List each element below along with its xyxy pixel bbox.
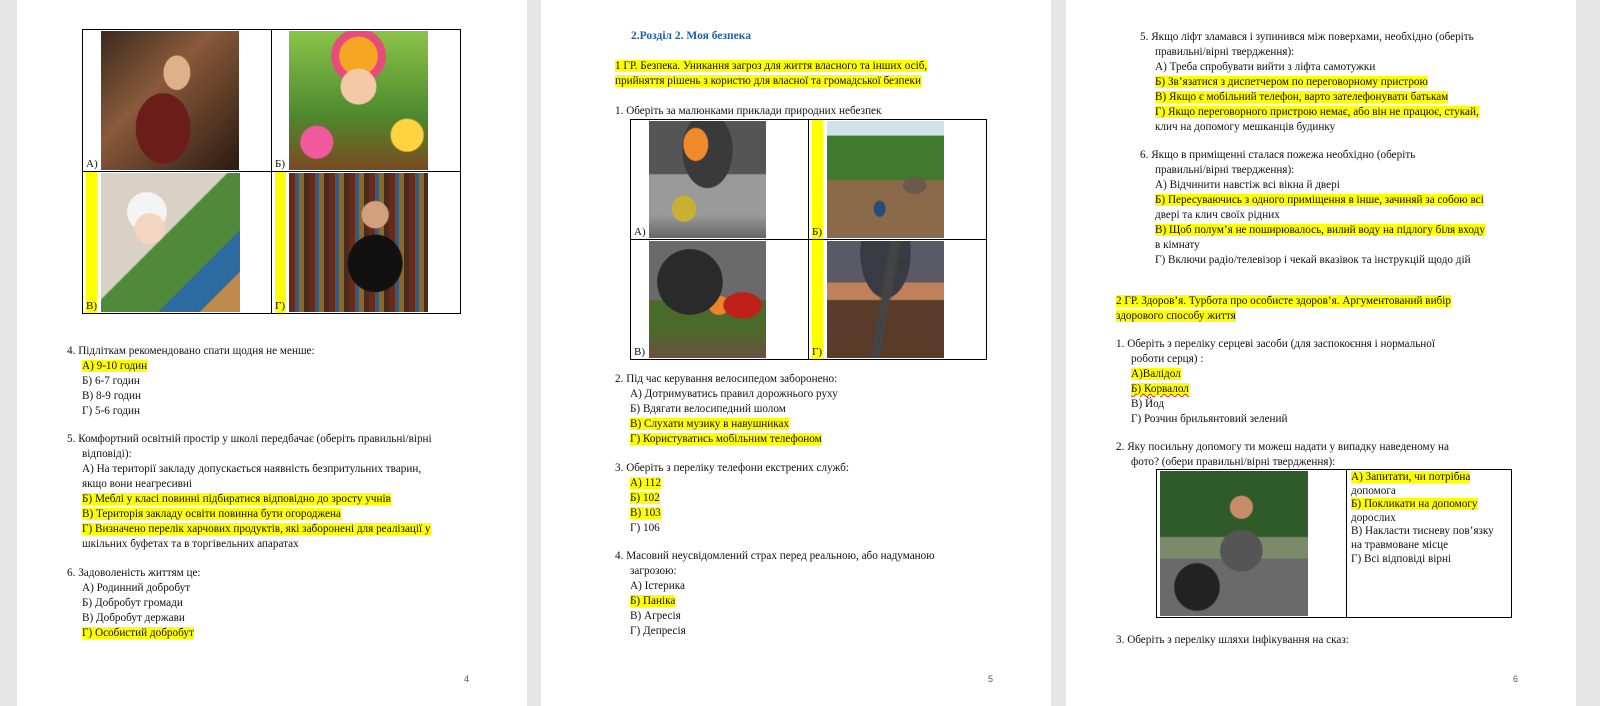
image-cell-g [272, 172, 461, 314]
man-reading-book-image [289, 173, 428, 312]
option-g-cont: шкільних буфетах та в торгівельних апаратах [82, 538, 299, 550]
question-3-stem: 3. Оберіть з переліку шляхи інфікування на сказ: [1116, 634, 1349, 646]
question-stem-cont: відповіді): [82, 448, 132, 460]
image-grid [630, 119, 987, 360]
option-g[interactable] [1155, 105, 1479, 120]
answer-highlight: Б) 102 [630, 492, 660, 504]
page-number: 4 [463, 674, 469, 684]
injured-cyclist-cell [1157, 470, 1347, 618]
option-b[interactable]: Б) 6-7 годин [82, 375, 140, 387]
option-v-cont: на травмоване місце [1351, 538, 1449, 551]
option-v-cont: в кімнату [1155, 239, 1200, 251]
image-cell-v [83, 172, 272, 314]
highlight-bar [86, 172, 97, 313]
image-cell-a [631, 120, 809, 240]
option-g[interactable]: Г) Депресія [630, 625, 686, 637]
page-6 [1066, 0, 1576, 706]
option-a[interactable]: А) Відчинити навстіж всі вікна й двері [1155, 179, 1340, 191]
answer-highlight: Б) Зв’язатися з диспетчером по переговорному пристрою [1155, 76, 1428, 88]
answer-highlight: Б) Покликати на допомогу [1351, 498, 1478, 511]
question-stem: 1. Оберіть з переліку серцеві засоби (для заспокоєння і нормальної [1116, 338, 1435, 350]
option-b[interactable]: Б) Добробут громади [82, 597, 183, 609]
injured-cyclist-image [1160, 471, 1308, 616]
elderly-woman-painting-image [101, 173, 240, 312]
question-stem: 6. Якщо в приміщенні сталася пожежа необхідно (оберіть [1140, 149, 1416, 161]
option-b-cont: дорослих [1351, 511, 1396, 524]
burning-train-image [649, 241, 766, 358]
option-a[interactable]: А) Треба спробувати вийти з ліфта самотужки [1155, 61, 1376, 73]
question-1 [1116, 337, 1435, 427]
option-g[interactable] [82, 522, 432, 537]
answer-highlight: В) 103 [630, 507, 661, 519]
question-stem-cont: правильні/вірні твердження): [1155, 46, 1295, 58]
option-v[interactable] [630, 417, 838, 432]
image-cell-b [272, 30, 461, 172]
option-v[interactable]: В) 8-9 годин [82, 390, 141, 402]
option-a[interactable]: А) Істерика [630, 580, 685, 592]
answer-highlight: Г) Визначено перелік харчових продуктів, які заборонені для реалізації у [82, 523, 431, 535]
image-label-g: Г) [812, 346, 823, 358]
answer-highlight: А) Запитати, чи потрібна [1351, 471, 1471, 483]
question-stem: 2. Яку посильну допомогу ти можеш надати у випадку наведеному на [1116, 441, 1449, 453]
answer-highlight: В) Територія закладу освіти повинна бути огороджена [82, 508, 341, 520]
answer-highlight: Г) Якщо переговорного пристрою немає, або він не працює, стукай, [1155, 106, 1479, 118]
question-stem-cont: правильні/вірні твердження): [1155, 164, 1295, 176]
option-b[interactable] [82, 492, 432, 507]
question-stem: 3. Оберіть з переліку телефони екстрених служб: [615, 462, 849, 474]
question-2 [1116, 440, 1449, 470]
option-v[interactable] [82, 507, 432, 522]
question-6 [1140, 148, 1485, 268]
image-cell-a [83, 30, 272, 172]
question-2 [615, 372, 838, 447]
option-b[interactable] [1131, 382, 1435, 397]
first-aid-table [1156, 469, 1512, 618]
option-a[interactable]: А) Дотримуватись правил дорожнього руху [630, 388, 838, 400]
image-label-b: Б) [812, 226, 822, 238]
question-1-stem: 1. Оберіть за малюнками приклади природних небезпек [615, 105, 882, 117]
page-5 [541, 0, 1051, 706]
image-label-a: А) [86, 158, 98, 170]
question-stem: 6. Задоволеність життям це: [67, 567, 201, 579]
image-label-v: В) [634, 346, 645, 358]
option-a-cont: якщо вони неагресивні [82, 478, 192, 490]
highlight-bar [812, 240, 823, 359]
option-g[interactable]: Г) Розчин брильянтовий зелений [1131, 413, 1288, 425]
option-v[interactable] [630, 506, 849, 521]
highlight-bar [812, 120, 823, 239]
question-6 [67, 566, 201, 641]
section-title: 2.Розділ 2. Моя безпека [631, 30, 751, 42]
answer-highlight: Б) Меблі у класі повинні підбиратися відповідно до зросту учнів [82, 493, 391, 505]
option-g[interactable]: Г) 106 [630, 522, 660, 534]
answer-highlight: Г) Особистий добробут [82, 627, 194, 639]
option-g[interactable]: Г) 5-6 годин [82, 405, 140, 417]
option-g[interactable]: Г) Всі відповіді вірні [1351, 552, 1452, 565]
answer-highlight: Б) Пересуваючись з одного приміщення в інше, зачиняй за собою всі [1155, 194, 1484, 206]
question-stem-cont: загрозою: [630, 565, 677, 577]
option-a[interactable] [82, 359, 315, 374]
option-b[interactable] [1155, 75, 1479, 90]
option-g-cont: клич на допомогу мешканців будинку [1155, 121, 1336, 133]
image-label-b: Б) [275, 158, 285, 170]
group-title [615, 59, 927, 89]
flood-image [827, 121, 944, 238]
option-g[interactable] [630, 432, 838, 447]
question-4 [615, 549, 935, 639]
question-5 [1140, 30, 1479, 135]
group-title-line-1: 1 ГР. Безпека. Уникання загроз для життя власного та інших осіб, [615, 60, 928, 72]
group-title-line-2: здорового способу життя [1116, 310, 1236, 322]
answer-highlight: В) Щоб полум’я не поширювалось, вилий воду на підлогу біля входу [1155, 224, 1485, 236]
question-5 [67, 432, 432, 552]
image-label-v: В) [86, 300, 97, 312]
option-v[interactable]: В) Добробут держави [82, 612, 185, 624]
highlight-bar [275, 172, 286, 313]
group-title [1116, 294, 1451, 324]
option-a[interactable] [630, 476, 849, 491]
question-4 [67, 344, 315, 419]
answer-highlight: А)Валідол [1131, 368, 1181, 380]
question-stem-cont: фото? (обери правильні/вірні твердження): [1131, 456, 1336, 468]
option-v[interactable] [1155, 223, 1485, 238]
tornado-image [827, 241, 944, 358]
group-title-line-1: 2 ГР. Здоров’я. Турбота про особисте здоров’я. Аргументований вибір [1116, 295, 1451, 307]
girl-with-headphones-image [289, 31, 428, 170]
image-cell-b [809, 120, 987, 240]
image-cell-v [631, 240, 809, 360]
option-b[interactable]: Б) Вдягати велосипедний шолом [630, 403, 786, 415]
question-3 [615, 461, 849, 536]
image-label-a: А) [634, 226, 646, 238]
option-b[interactable] [1155, 193, 1485, 208]
answer-highlight: В) Слухати музику в навушниках [630, 418, 790, 430]
question-stem: 4. Підліткам рекомендовано спати щодня не менше: [67, 345, 315, 357]
option-b-cont: двері та клич своїх рідних [1155, 209, 1280, 221]
option-a[interactable]: А) Родинний добробут [82, 582, 191, 594]
page-number: 5 [987, 674, 993, 684]
image-label-g: Г) [275, 300, 286, 312]
option-a[interactable]: А) На території закладу допускається наявність безпритульних тварин, [82, 463, 422, 475]
question-stem: 4. Масовий неусвідомлений страх перед реальною, або надуманою [615, 550, 935, 562]
option-v[interactable] [1155, 90, 1479, 105]
image-grid [82, 29, 461, 314]
option-a-cont: допомога [1351, 484, 1396, 497]
image-cell-g [809, 240, 987, 360]
page-number: 6 [1512, 674, 1518, 684]
question-stem: 2. Під час керування велосипедом заборонено: [615, 373, 838, 385]
firefighter-image [649, 121, 766, 238]
option-a[interactable] [1351, 471, 1507, 485]
question-stem: 5. Комфортний освітній простір у школі передбачає (оберіть правильні/вірні [67, 433, 432, 445]
option-v[interactable]: В) Накласти тисневу пов’язку [1351, 525, 1494, 538]
option-b[interactable] [630, 594, 935, 609]
answer-highlight: А) 9-10 годин [82, 360, 148, 372]
option-a[interactable] [1131, 367, 1435, 382]
answer-highlight: Б) Корвалол [1131, 383, 1189, 395]
answer-highlight: Г) Користуватись мобільним телефоном [630, 433, 822, 445]
answer-highlight: В) Якщо є мобільний телефон, варто зателефонувати батькам [1155, 91, 1449, 103]
question-stem-cont: роботи серця) : [1131, 353, 1204, 365]
option-b[interactable] [630, 491, 849, 506]
option-b[interactable] [1351, 498, 1507, 512]
question-stem: 5. Якщо ліфт зламався і зупинився між поверхами, необхідно (оберіть [1140, 31, 1474, 43]
answer-highlight: Б) Паніка [630, 595, 676, 607]
violinist-image [101, 31, 239, 170]
option-v[interactable]: В) Агресія [630, 610, 681, 622]
answer-highlight: А) 112 [630, 477, 661, 489]
group-title-line-2: прийняття рішень з користю для власної та громадської безпеки [615, 75, 921, 87]
answer-options-cell [1347, 470, 1512, 618]
option-g[interactable] [82, 626, 201, 641]
option-v[interactable]: В) Йод [1131, 398, 1165, 410]
option-g[interactable]: Г) Включи радіо/телевізор і чекай вказівок та інструкцій щодо дій [1155, 254, 1471, 266]
page-4 [17, 0, 527, 706]
